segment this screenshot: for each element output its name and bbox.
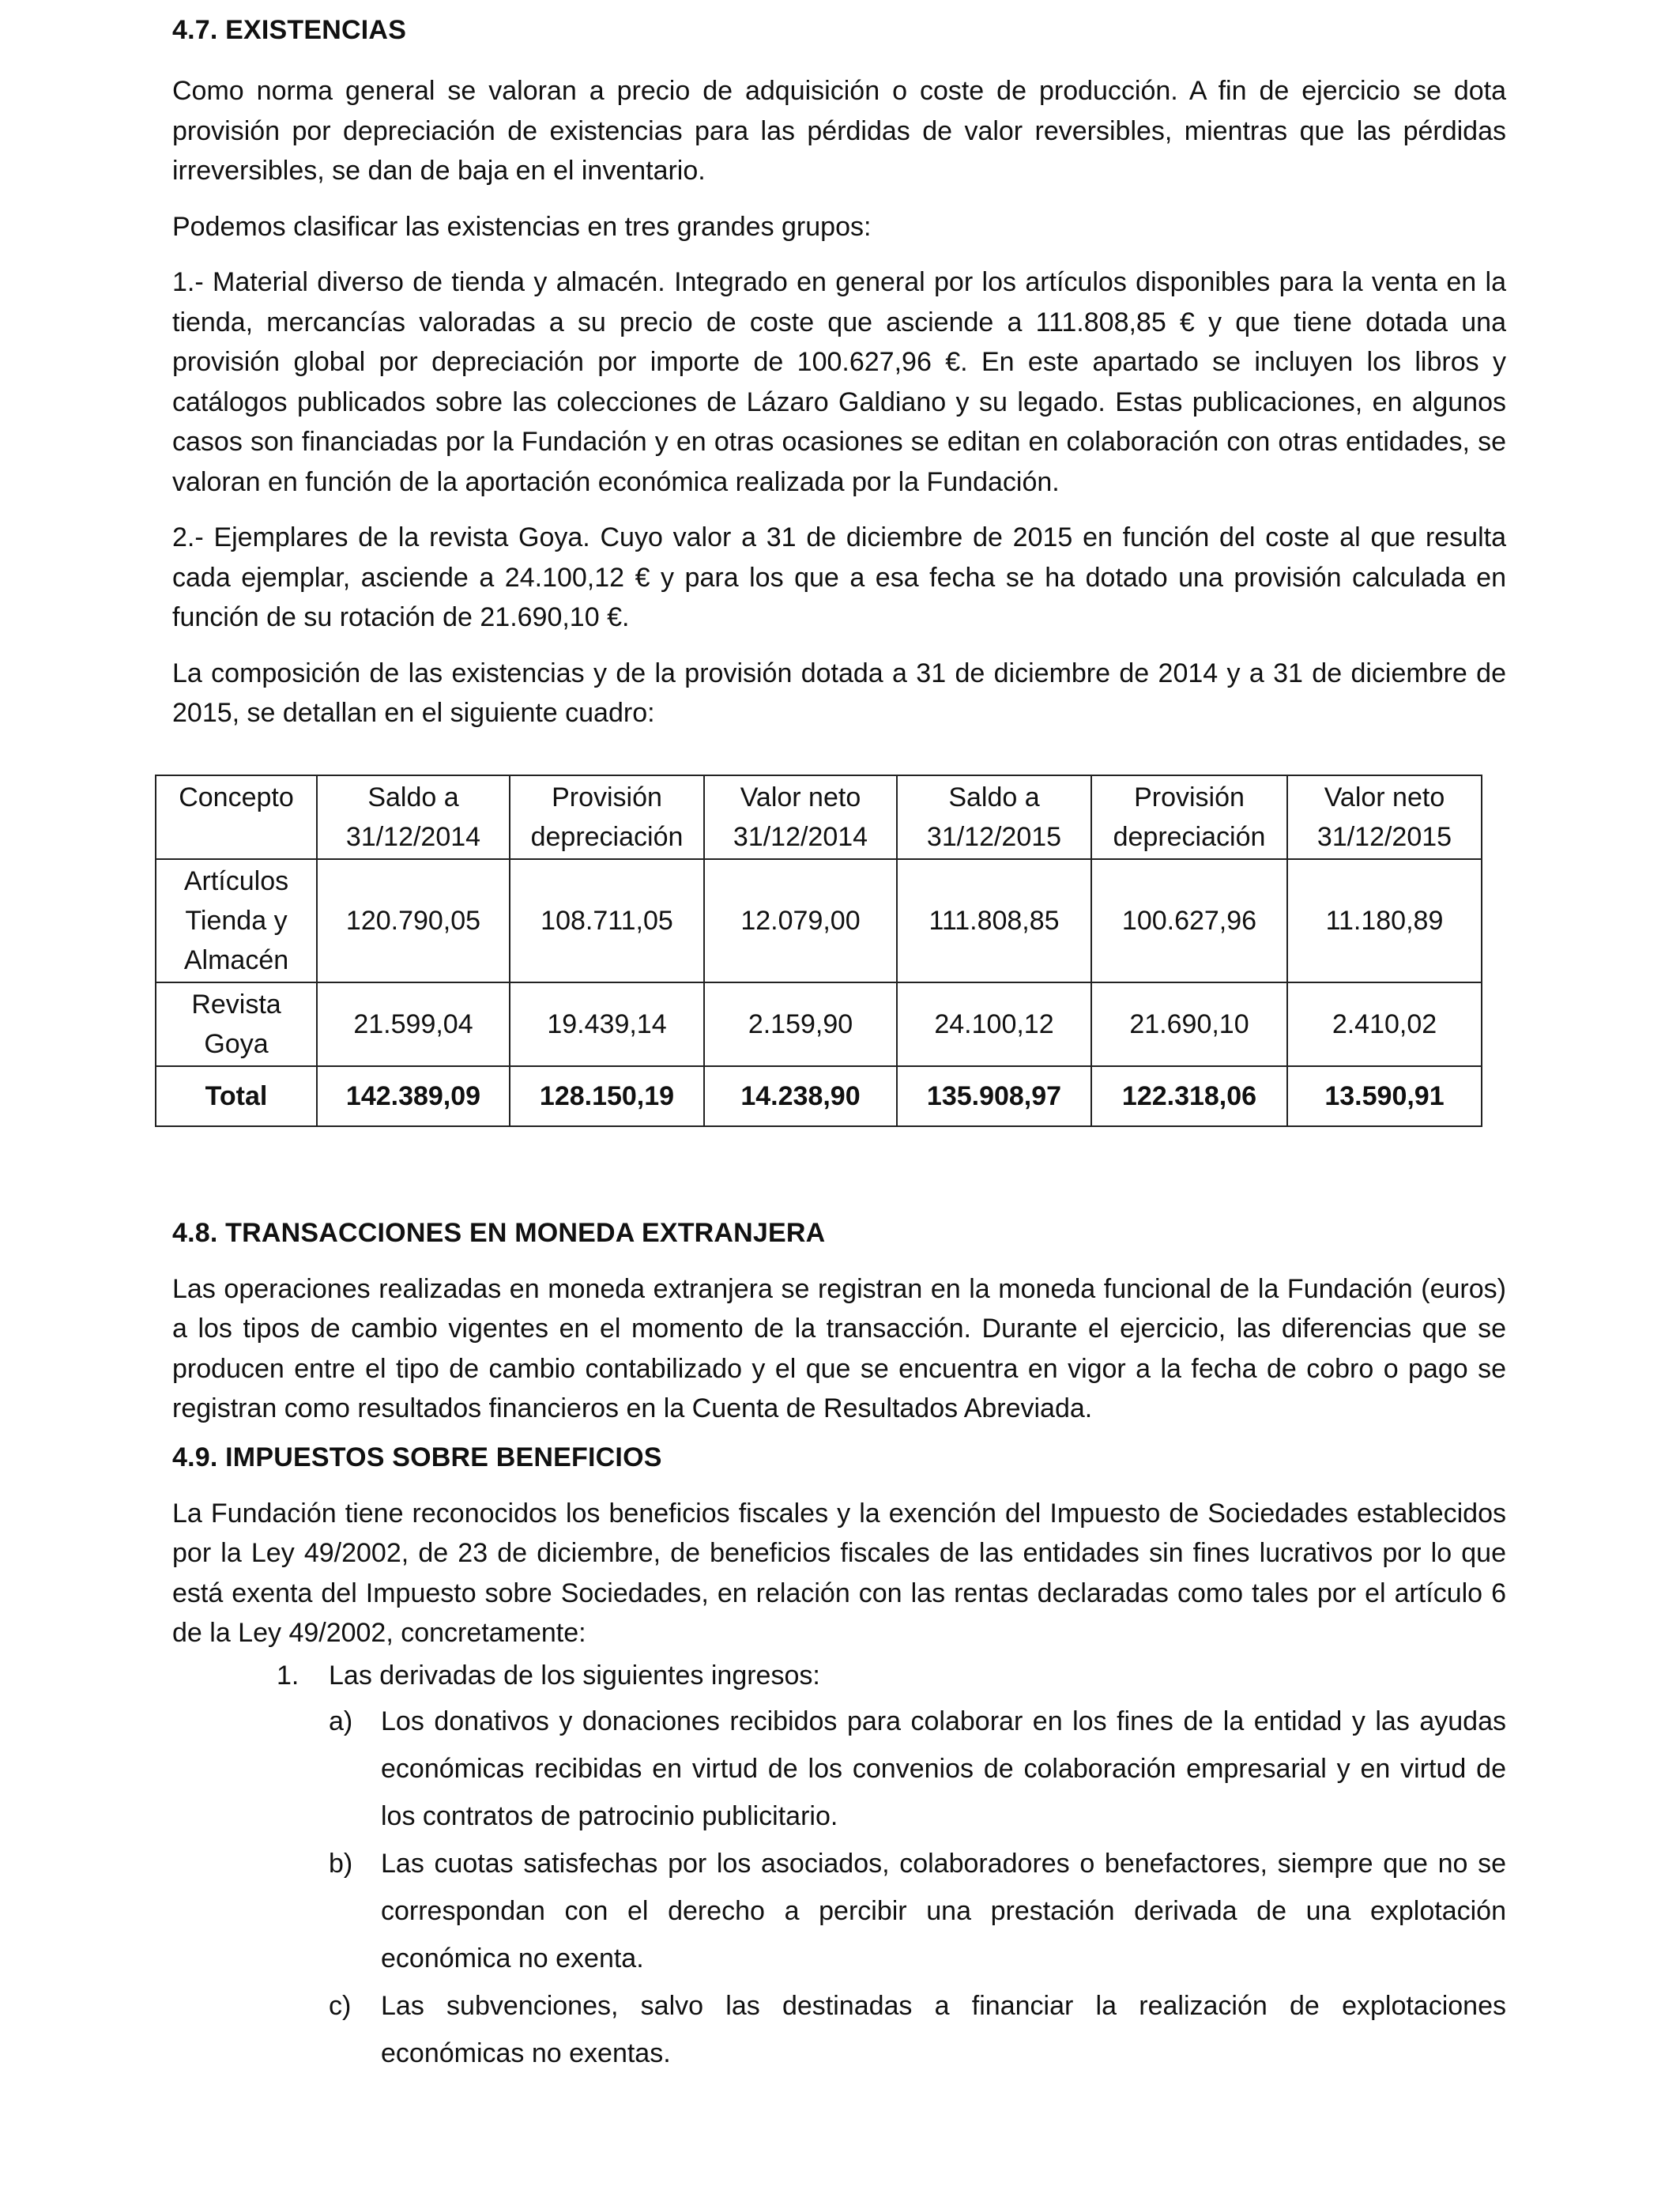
document-page: [172, 11, 1506, 2077]
inventory-table-wrapper: [155, 775, 1506, 1127]
list-item-letter: c): [329, 1990, 352, 2021]
section-heading-impuestos: 4.9. IMPUESTOS SOBRE BENEFICIOS: [172, 1442, 662, 1472]
cell-value: 100.627,96: [1091, 859, 1287, 982]
header-provision-2015: Provisión depreciación: [1091, 775, 1287, 859]
list-item-number: 1.: [277, 1660, 299, 1691]
list-item: [172, 1982, 1506, 2077]
paragraph-moneda-extranjera: Las operaciones realizadas en moneda extranjera se registran en la moneda funcional de la Fundación (euros) a los tipos de cambio vigentes en el momento de la transacción. Durante el ejercicio, las diferencias que se producen entre el tipo de cambio contabilizado y el que se encuentra en vigor a la fecha de cobro o pago se registran como resultados financieros en la Cuenta de Resultados Abreviada.: [172, 1273, 1506, 1423]
cell-value: 2.159,90: [704, 982, 897, 1066]
header-provision-2014: Provisión depreciación: [510, 775, 704, 859]
cell-total-value: 142.389,09: [317, 1066, 510, 1126]
cell-concept: Artículos Tienda y Almacén: [156, 859, 317, 982]
table-total-row: [156, 1066, 1482, 1126]
cell-total-value: 122.318,06: [1091, 1066, 1287, 1126]
cell-value: 2.410,02: [1287, 982, 1482, 1066]
list-item: [172, 1653, 1506, 2077]
cell-value: 120.790,05: [317, 859, 510, 982]
cell-total-label: Total: [156, 1066, 317, 1126]
list-item-letter: b): [329, 1848, 353, 1879]
cell-value: 19.439,14: [510, 982, 704, 1066]
list-item-text: Las cuotas satisfechas por los asociados, colaboradores o benefactores, siempre que no se correspondan con el derecho a percibir una prestación derivada de una explotación económica no exenta.: [381, 1848, 1506, 1973]
header-saldo-2015: Saldo a 31/12/2015: [897, 775, 1091, 859]
exempt-income-list: [172, 1653, 1506, 2077]
cell-value: 21.690,10: [1091, 982, 1287, 1066]
cell-total-value: 14.238,90: [704, 1066, 897, 1126]
list-item-text: Las subvenciones, salvo las destinadas a financiar la realización de explotaciones económicas no exentas.: [381, 1990, 1506, 2068]
cell-value: 24.100,12: [897, 982, 1091, 1066]
table-header-row: [156, 775, 1482, 859]
cell-value: 111.808,85: [897, 859, 1091, 982]
header-saldo-2014: Saldo a 31/12/2014: [317, 775, 510, 859]
cell-concept: Revista Goya: [156, 982, 317, 1066]
header-valor-neto-2015: Valor neto 31/12/2015: [1287, 775, 1482, 859]
section-heading-moneda-extranjera: 4.8. TRANSACCIONES EN MONEDA EXTRANJERA: [172, 1217, 826, 1248]
cell-total-value: 135.908,97: [897, 1066, 1091, 1126]
header-concepto: Concepto: [156, 775, 317, 859]
cell-total-value: 13.590,91: [1287, 1066, 1482, 1126]
paragraph-material-tienda: 1.- Material diverso de tienda y almacén. Integrado en general por los artículos disponibles para la venta en la tienda, mercancías valoradas a su precio de coste que asciende a 111.808,85 € y que tiene dotada una provisión global por depreciación por importe de 100.627,96 €. En este apartado se incluyen los libros y catálogos publicados sobre las colecciones de Lázaro Galdiano y su legado. Estas publicaciones, en algunos casos son financiadas por la Fundación y en otras ocasiones se editan en colaboración con otras entidades, se valoran en función de la aportación económica realizada por la Fundación.: [172, 267, 1506, 497]
paragraph-composicion: La composición de las existencias y de la provisión dotada a 31 de diciembre de 2014 y a 31 de diciembre de 2015, se detallan en el siguiente cuadro:: [172, 658, 1506, 728]
cell-value: 12.079,00: [704, 859, 897, 982]
cell-total-value: 128.150,19: [510, 1066, 704, 1126]
paragraph-valoracion: Como norma general se valoran a precio de adquisición o coste de producción. A fin de ejercicio se dota provisión por depreciación de existencias para las pérdidas de valor reversibles, mientras que las pérdidas irreversibles, se dan de baja en el inventario.: [172, 76, 1506, 186]
inventory-table: [155, 775, 1482, 1127]
list-item-letter: a): [329, 1706, 353, 1736]
list-item-text: Las derivadas de los siguientes ingresos:: [329, 1660, 820, 1691]
header-valor-neto-2014: Valor neto 31/12/2014: [704, 775, 897, 859]
paragraph-revista-goya: 2.- Ejemplares de la revista Goya. Cuyo valor a 31 de diciembre de 2015 en función del coste al que resulta cada ejemplar, asciende a 24.100,12 € y para los que a esa fecha se ha dotado una provisión calculada en función de su rotación de 21.690,10 €.: [172, 522, 1506, 632]
table-row: [156, 982, 1482, 1066]
cell-value: 21.599,04: [317, 982, 510, 1066]
cell-value: 108.711,05: [510, 859, 704, 982]
table-row: [156, 859, 1482, 982]
list-item-text: Los donativos y donaciones recibidos para colaborar en los fines de la entidad y las ayudas económicas recibidas en virtud de los convenios de colaboración empresarial y en virtud de los contratos de patrocinio publicitario.: [381, 1706, 1506, 1831]
section-heading-existencias: 4.7. EXISTENCIAS: [172, 15, 407, 45]
list-item: [172, 1840, 1506, 1982]
cell-value: 11.180,89: [1287, 859, 1482, 982]
paragraph-impuestos: La Fundación tiene reconocidos los beneficios fiscales y la exención del Impuesto de Sociedades establecidos por la Ley 49/2002, de 23 de diciembre, de beneficios fiscales de las entidades sin fines lucrativos por lo que está exenta del Impuesto sobre Sociedades, en relación con las rentas declaradas como tales por el artículo 6 de la Ley 49/2002, concretamente:: [172, 1498, 1506, 1648]
list-item: [172, 1698, 1506, 1840]
paragraph-grupos: Podemos clasificar las existencias en tres grandes grupos:: [172, 211, 872, 242]
exempt-income-sublist: [329, 1698, 1506, 2077]
